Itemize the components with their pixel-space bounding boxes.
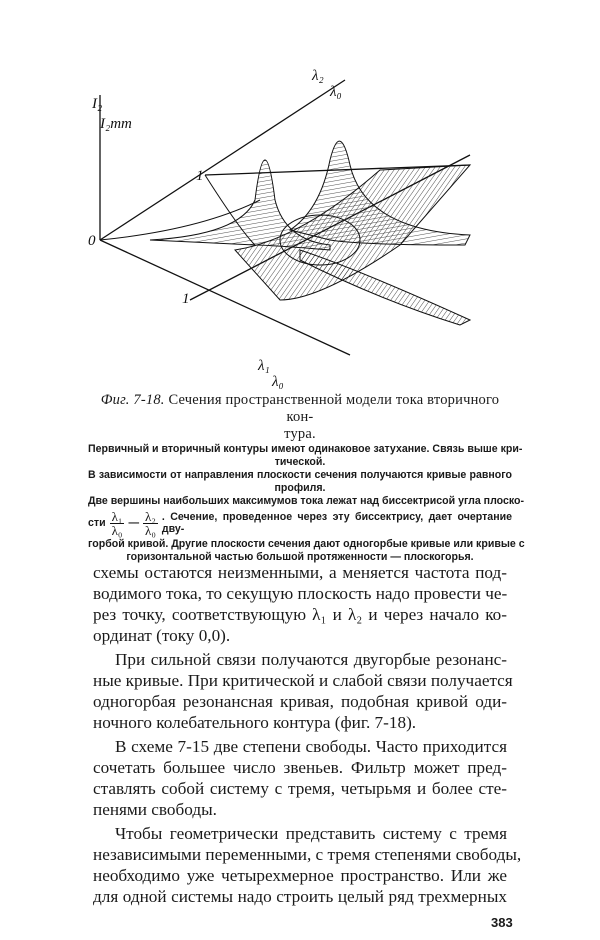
tick-upper-label: 1 [196, 168, 204, 184]
caption-line: горизонтальной частью большой протяженности — плоскогорья. [126, 551, 474, 563]
y-axis-label-num: I₂ [92, 96, 103, 112]
caption-title-line2: тура. [284, 426, 316, 442]
caption-line: Первичный и вторичный контуры имеют одинаковое затухание. Связь выше кри- [88, 443, 523, 455]
figure-3d-resonance-model [80, 40, 480, 390]
body-text [93, 562, 522, 907]
caption-line: тической. [274, 456, 326, 468]
text-line: рез точку, соответствующую λ₁ и λ₂ и через начало ко- [93, 605, 507, 624]
caption-formula-line [88, 508, 512, 538]
text-line: водимого тока, то секущую плоскость надо провести че- [93, 584, 508, 603]
lambda2-axis-label-den: λ₀ [330, 84, 342, 100]
text-line: для одной системы надо строить целый ряд трехмерных [93, 887, 507, 906]
text-line: ординат (току 0,0). [93, 626, 231, 645]
caption-line: профиля. [274, 482, 326, 494]
fraction-1 [110, 510, 125, 537]
fraction-2-den: λ₀ [145, 522, 156, 538]
caption-line: горбой кривой. Другие плоскости сечения дают одногорбые кривые или кривые с [88, 538, 525, 550]
figure-caption [88, 392, 525, 564]
text-line: схемы остаются неизменными, а меняется частота под- [93, 563, 507, 582]
text-line: ставлять собой систему с тремя, четырьмя и более сте- [93, 779, 507, 798]
resonance-surface [100, 141, 470, 325]
formula-prefix: сти [88, 517, 106, 529]
caption-title [88, 392, 512, 426]
fraction-1-num: λ₁ [111, 508, 123, 524]
lambda2-axis-label-num: λ₂ [312, 68, 324, 84]
text-line: одногорбая резонансная кривая, подобная кривой оди- [93, 692, 507, 711]
text-line: сочетать большее число звеньев. Фильтр может пред- [93, 758, 507, 777]
text-line: необходимо уже четырехмерное пространство. Или же [93, 866, 507, 885]
page-number: 383 [491, 915, 513, 930]
text-line: пенями свободы. [93, 800, 217, 819]
text-line: Чтобы геометрически представить систему с тремя [115, 824, 507, 843]
lambda1-axis-label-den: λ₀ [272, 374, 284, 390]
y-axis-label-den: I₂mm [100, 116, 132, 132]
text-line: ночного колебательного контура (фиг. 7-18). [93, 713, 417, 732]
text-line: При сильной связи получаются двугорбые резонанс- [115, 650, 507, 669]
caption-title-line1: Сечения пространственной модели тока вторичного кон- [168, 392, 500, 425]
text-line: В схеме 7-15 две степени свободы. Часто приходится [115, 737, 507, 756]
caption-line: В зависимости от направления плоскости сечения получаются кривые равного [88, 469, 512, 481]
figure-number: Фиг. 7-18. [100, 392, 165, 408]
text-line: независимыми переменными, с тремя степенями свободы, [93, 845, 522, 864]
fraction-2-num: λ₂ [145, 508, 156, 524]
text-line: ные кривые. При критической и слабой связи получается [93, 671, 513, 690]
formula-operator: — [128, 517, 140, 529]
origin-label: 0 [88, 233, 96, 249]
formula-rest: . Сечение, проведенное через эту биссектрису, дает очертание дву- [161, 511, 512, 535]
lambda1-axis-label-num: λ₁ [258, 358, 270, 374]
tick-lower-label: 1 [182, 291, 190, 307]
caption-line: Две вершины наибольших максимумов тока лежат над биссектрисой угла плоско- [88, 495, 525, 507]
fraction-2 [143, 510, 158, 537]
fraction-1-den: λ₀ [111, 522, 123, 538]
